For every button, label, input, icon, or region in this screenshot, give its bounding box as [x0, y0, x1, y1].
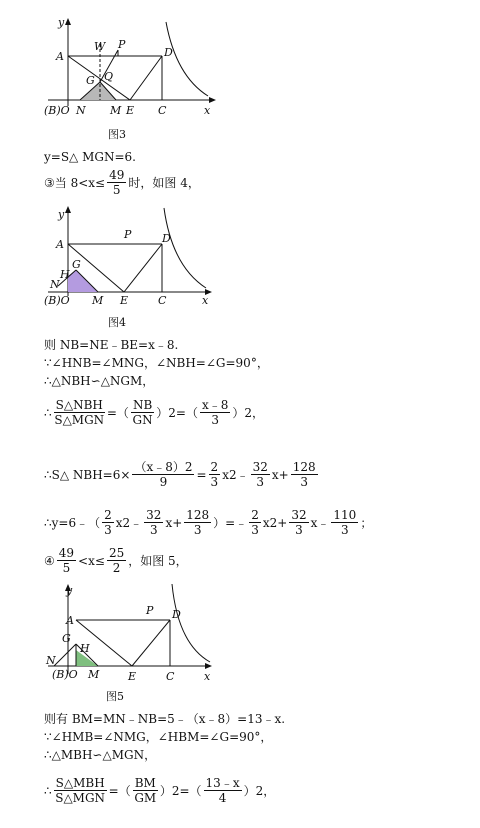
svg-text:P: P: [124, 228, 132, 241]
because-1: ∵∠HNB=∠MNG，∠NBH=∠G=90°，: [44, 356, 269, 370]
svg-text:x: x: [202, 294, 209, 307]
svg-text:M: M: [110, 104, 122, 117]
svg-text:H: H: [80, 642, 90, 655]
svg-text:A: A: [66, 614, 74, 627]
svg-text:E: E: [120, 294, 129, 307]
svg-text:D: D: [164, 46, 173, 59]
svg-text:A: A: [56, 238, 64, 251]
case-4-line: ④ $\frac{49}{5}$ <x≤ $\frac{25}{2}$ ，如图 5，: [44, 546, 188, 575]
ratio-2-line: ∴ $\frac{\text{S△MBH}}{\text{S△MGN}}$ =（ $\frac{BM}{GM}$ ）2=（ $\frac{13﹣x}{4}$ ）2，: [44, 776, 276, 805]
svg-text:C: C: [158, 104, 167, 117]
svg-text:M: M: [92, 294, 104, 307]
svg-text:N: N: [46, 654, 56, 667]
svg-text:y: y: [66, 584, 73, 597]
therefore-1: ∴△NBH∽△NGM，: [44, 374, 155, 388]
case-3-line: ③ 当 8<x≤ $\frac{49}{5}$ 时，如图 4，: [44, 168, 200, 197]
svg-text:N: N: [50, 278, 60, 291]
therefore-2: ∴△MBH∽△MGN，: [44, 748, 157, 762]
figure-3: [40, 14, 220, 146]
svg-text:y: y: [58, 16, 65, 29]
svg-text:C: C: [166, 670, 175, 683]
svg-text:H: H: [60, 268, 70, 281]
svg-text:Q: Q: [104, 70, 114, 83]
svg-text:E: E: [128, 670, 137, 683]
figure-4: [40, 204, 220, 334]
figure-5: [40, 582, 220, 708]
svg-text:(B)O: (B)O: [44, 104, 70, 117]
svg-text:A: A: [56, 50, 64, 63]
snbh-line: ∴S△ NBH=6× $\frac{(x﹣8)2}{9}$ = $\frac{2}{3}$ x2﹣ $\frac{32}{3}$ x+ $\frac{128}{3}$: [44, 460, 316, 489]
svg-text:G: G: [86, 74, 95, 87]
svg-text:W: W: [94, 40, 106, 53]
svg-text:G: G: [62, 632, 71, 645]
svg-text:x: x: [204, 670, 211, 683]
svg-text:E: E: [126, 104, 135, 117]
svg-text:G: G: [72, 258, 81, 271]
nb-line: 则 NB=NE﹣BE=x﹣8.: [44, 338, 179, 352]
svg-text:D: D: [172, 608, 181, 621]
figure-3-caption: 图3: [108, 128, 126, 141]
svg-text:y: y: [58, 208, 65, 221]
figure-5-caption: 图5: [106, 690, 124, 703]
y-final-line: ∴y=6﹣（ $\frac{2}{3}$ x2﹣ $\frac{32}{3}$ x+ $\frac{128}{3}$ ）=﹣ $\frac{2}{3}$ x2+ $\frac{32}{3}$ x﹣ $\frac{110}{3}$ ；: [44, 508, 373, 537]
svg-text:C: C: [158, 294, 167, 307]
svg-text:(B)O: (B)O: [44, 294, 70, 307]
bm-line: 则有 BM=MN﹣NB=5﹣（x﹣8）=13﹣x.: [44, 712, 286, 726]
svg-text:P: P: [146, 604, 154, 617]
svg-text:P: P: [118, 38, 126, 51]
because-2: ∵∠HMB=∠NMG，∠HBM=∠G=90°，: [44, 730, 273, 744]
figure-4-caption: 图4: [108, 316, 126, 329]
svg-text:M: M: [88, 668, 100, 681]
svg-text:D: D: [162, 232, 171, 245]
ratio-1-line: ∴ $\frac{\text{S△NBH}}{\text{S△MGN}}$ =（ $\frac{NB}{GN}$ ）2=（ $\frac{x﹣8}{3}$ ）2，: [44, 398, 265, 427]
line-y-value: y=S△ MGN=6.: [44, 150, 136, 164]
svg-text:N: N: [76, 104, 86, 117]
svg-text:x: x: [204, 104, 211, 117]
svg-text:(B)O: (B)O: [52, 668, 78, 681]
